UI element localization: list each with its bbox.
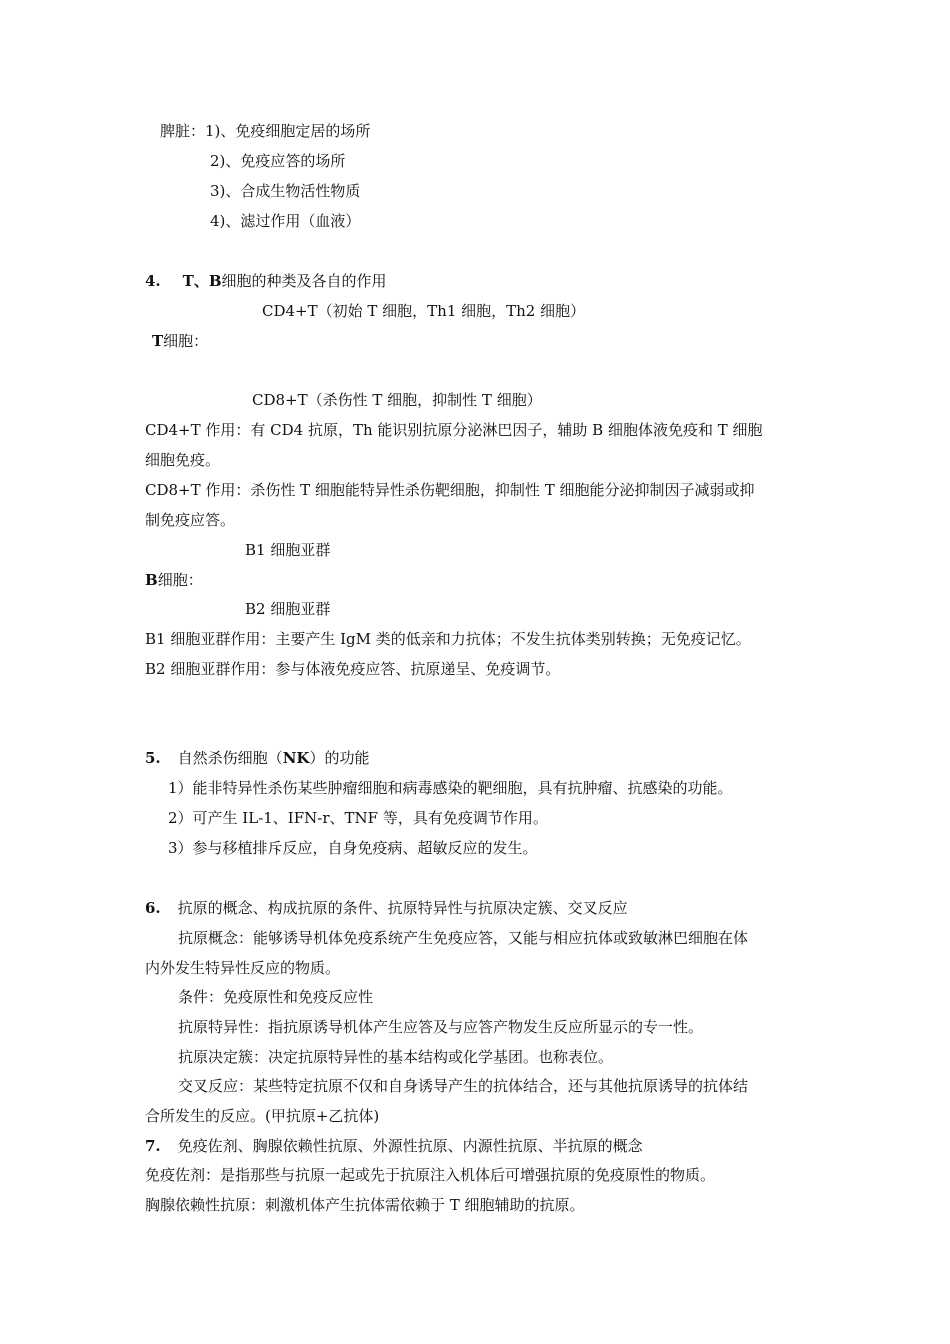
spleen-item-4: 4)、滤过作用（血液） xyxy=(210,212,361,230)
cd4-role-line-1: CD4+T 作用：有 CD4 抗原，Th 能识别抗原分泌淋巴因子，辅助 B 细胞体液免疫和 T 细胞 xyxy=(145,421,763,439)
section-6-heading xyxy=(145,898,628,918)
antigen-concept-line-2: 内外发生特异性反应的物质。 xyxy=(145,959,341,977)
antigen-concept-line-1: 抗原概念：能够诱导机体免疫系统产生免疫应答，又能与相应抗体或致敏淋巴细胞在体 xyxy=(178,929,749,947)
spleen-item-text: 1)、免疫细胞定居的场所 xyxy=(205,122,371,140)
section-7-title: 免疫佐剂、胸腺依赖性抗原、外源性抗原、内源性抗原、半抗原的概念 xyxy=(177,1137,643,1155)
section-7-number: 7. xyxy=(145,1137,161,1155)
b1-role: B1 细胞亚群作用：主要产生 IgM 类的低亲和力抗体；不发生抗体类别转换；无免疫记忆。 xyxy=(145,630,751,648)
antigen-determinant: 抗原决定簇：决定抗原特异性的基本结构或化学基团。也称表位。 xyxy=(178,1048,614,1066)
section-7-heading xyxy=(145,1136,643,1156)
nk-function-2: 2）可产生 IL-1、IFN-r、TNF 等，具有免疫调节作用。 xyxy=(168,809,548,827)
b-cell-label xyxy=(145,570,203,590)
b1-branch: B1 细胞亚群 xyxy=(245,541,331,559)
cross-reaction-line-2: 合所发生的反应。(甲抗原+乙抗体) xyxy=(145,1107,380,1125)
section-6-title: 抗原的概念、构成抗原的条件、抗原特异性与抗原决定簇、交叉反应 xyxy=(177,899,628,917)
cd8-role-line-2: 制免疫应答。 xyxy=(145,511,236,529)
section-4-number: 4. xyxy=(145,272,161,290)
spleen-item-3: 3)、合成生物活性物质 xyxy=(210,182,361,200)
nk-function-1: 1）能非特异性杀伤某些肿瘤细胞和病毒感染的靶细胞，具有抗肿瘤、抗感染的功能。 xyxy=(168,779,733,797)
b-cell-label-text: 细胞： xyxy=(157,571,203,589)
section-6-number: 6. xyxy=(145,899,161,917)
section-5-number: 5. xyxy=(145,749,161,767)
t-cell-label xyxy=(152,331,208,351)
cd8-role-line-1: CD8+T 作用：杀伤性 T 细胞能特异性杀伤靶细胞，抑制性 T 细胞能分泌抑制因子减弱或抑 xyxy=(145,481,755,499)
section-5-heading xyxy=(145,748,369,768)
section-4-heading xyxy=(145,271,387,291)
b2-branch: B2 细胞亚群 xyxy=(245,600,331,618)
antigen-condition: 条件：免疫原性和免疫反应性 xyxy=(178,988,374,1006)
section-4-title: 细胞的种类及各自的作用 xyxy=(221,272,387,290)
adjuvant-definition: 免疫佐剂：是指那些与抗原一起或先于抗原注入机体后可增强抗原的免疫原性的物质。 xyxy=(145,1166,716,1184)
b2-role: B2 细胞亚群作用：参与体液免疫应答、抗原递呈、免疫调节。 xyxy=(145,660,561,678)
spleen-item-2: 2)、免疫应答的场所 xyxy=(210,152,346,170)
td-antigen-definition: 胸腺依赖性抗原：刺激机体产生抗体需依赖于 T 细胞辅助的抗原。 xyxy=(145,1196,585,1214)
section-5-title-bold: NK xyxy=(282,749,310,767)
cross-reaction-line-1: 交叉反应：某些特定抗原不仅和自身诱导产生的抗体结合，还与其他抗原诱导的抗体结 xyxy=(178,1077,749,1095)
section-5-title-post: ）的功能 xyxy=(309,749,370,767)
spleen-label: 脾脏： xyxy=(160,122,206,140)
spleen-item-1 xyxy=(160,121,370,141)
b-cell-label-bold: B xyxy=(145,571,158,589)
t-cell-label-text: 细胞： xyxy=(163,332,209,350)
section-4-title-bold: T、B xyxy=(182,272,222,290)
cd4-role-line-2: 细胞免疫。 xyxy=(145,451,221,469)
t-cell-label-bold: T xyxy=(152,332,164,350)
section-5-title-pre: 自然杀伤细胞（ xyxy=(177,749,283,767)
cd4-branch: CD4+T（初始 T 细胞，Th1 细胞，Th2 细胞） xyxy=(262,302,586,320)
cd8-branch: CD8+T（杀伤性 T 细胞，抑制性 T 细胞） xyxy=(252,391,542,409)
antigen-specificity: 抗原特异性：指抗原诱导机体产生应答及与应答产物发生反应所显示的专一性。 xyxy=(178,1018,704,1036)
nk-function-3: 3）参与移植排斥反应，自身免疫病、超敏反应的发生。 xyxy=(168,839,538,857)
